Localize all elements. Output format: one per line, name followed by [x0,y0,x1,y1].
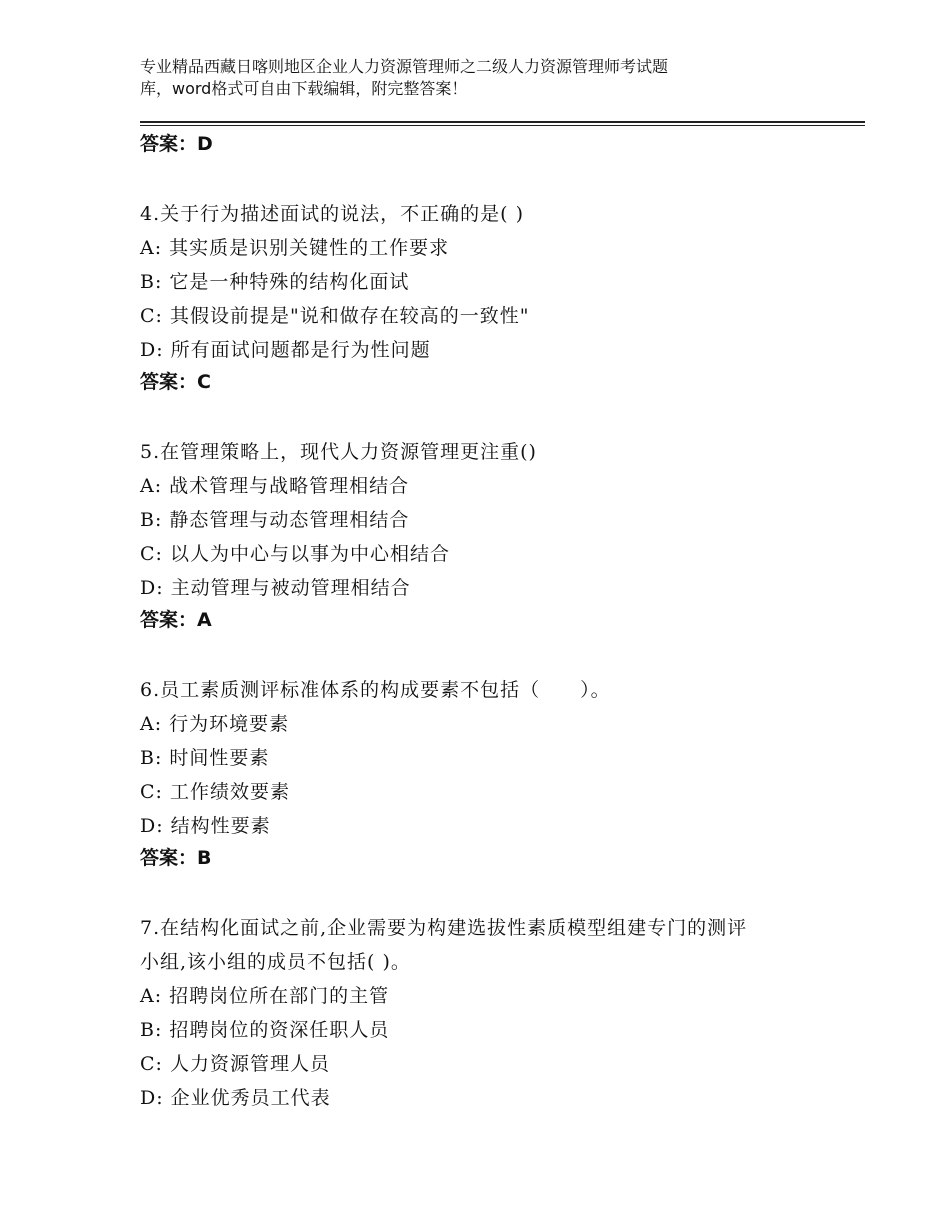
option-b: B: 它是一种特殊的结构化面试 [140,271,410,293]
option-a: A: 招聘岗位所在部门的主管 [140,985,390,1007]
option-a: A: 其实质是识别关键性的工作要求 [140,237,450,259]
option-a: A: 行为环境要素 [140,713,290,735]
option-d: D: 主动管理与被动管理相结合 [140,577,411,599]
document-header [140,56,840,100]
answer-question-5: 答案：A [140,609,212,631]
question-text-line-1: 7.在结构化面试之前,企业需要为构建选拔性素质模型组建专门的测评 [140,917,748,939]
option-c: C: 其假设前提是"说和做存在较高的一致性" [140,305,530,327]
answer-question-6: 答案：B [140,847,212,869]
option-b: B: 招聘岗位的资深任职人员 [140,1019,390,1041]
question-text: 4.关于行为描述面试的说法，不正确的是( ) [140,203,524,225]
header-title-line-2: 库，word格式可自由下载编辑，附完整答案！ [140,79,468,98]
answer-question-4: 答案：C [140,371,211,393]
option-b: B: 时间性要素 [140,747,270,769]
header-divider-thick [140,121,865,123]
option-a: A: 战术管理与战略管理相结合 [140,475,410,497]
option-c: C: 人力资源管理人员 [140,1053,330,1075]
question-6 [140,673,840,873]
option-c: C: 以人为中心与以事为中心相结合 [140,543,450,565]
option-d: D: 结构性要素 [140,815,271,837]
question-5 [140,435,840,635]
question-text: 6.员工素质测评标准体系的构成要素不包括（ ）。 [140,679,611,701]
option-c: C: 工作绩效要素 [140,781,290,803]
header-title-line-1: 专业精品西藏日喀则地区企业人力资源管理师之二级人力资源管理师考试题 [140,57,669,76]
question-7 [140,911,840,1115]
question-text: 5.在管理策略上，现代人力资源管理更注重() [140,441,537,463]
question-text-line-2: 小组,该小组的成员不包括( )。 [140,951,411,973]
answer-previous-question: 答案：D [140,133,213,155]
option-b: B: 静态管理与动态管理相结合 [140,509,410,531]
option-d: D: 所有面试问题都是行为性问题 [140,339,431,361]
header-divider-thin [140,125,865,126]
option-d: D: 企业优秀员工代表 [140,1087,331,1109]
document-body [140,129,840,1115]
question-4 [140,197,840,397]
